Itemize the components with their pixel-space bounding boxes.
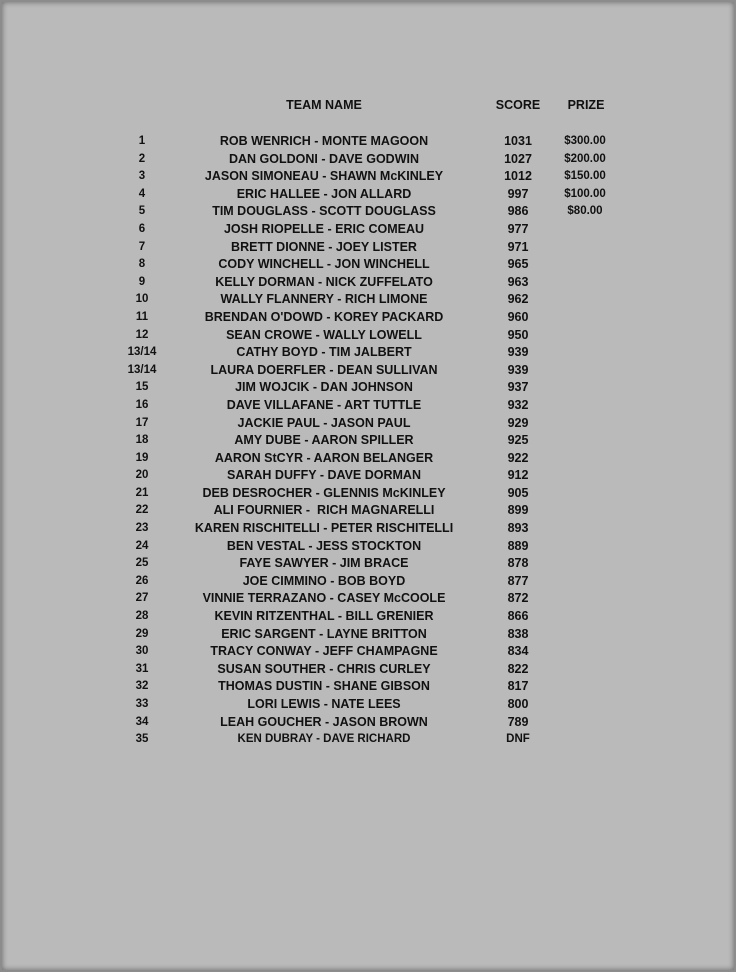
place-cell: 27 <box>135 592 149 605</box>
table-row <box>2 590 734 608</box>
place-cell: 22 <box>135 504 149 517</box>
team-name-cell: KAREN RISCHITELLI - PETER RISCHITELLI <box>194 521 454 536</box>
table-row <box>2 415 734 433</box>
team-name-cell: AMY DUBE - AARON SPILLER <box>234 433 414 448</box>
team-name-cell: SUSAN SOUTHER - CHRIS CURLEY <box>217 661 431 676</box>
place-cell: 29 <box>135 627 149 640</box>
score-cell: 962 <box>507 292 529 307</box>
score-cell: 872 <box>507 591 529 606</box>
table-row <box>2 714 734 732</box>
score-header: SCORE <box>495 98 541 112</box>
table-row <box>2 133 734 151</box>
prize-cell: $200.00 <box>564 152 606 165</box>
score-cell: 905 <box>507 485 529 500</box>
team-name-cell: KEVIN RITZENTHAL - BILL GRENIER <box>214 609 434 624</box>
score-cell: 965 <box>507 257 529 272</box>
table-row <box>2 520 734 538</box>
table-row <box>2 221 734 239</box>
table-header <box>2 98 734 116</box>
team-name-cell: WALLY FLANNERY - RICH LIMONE <box>220 292 428 307</box>
place-cell: 11 <box>135 310 149 323</box>
place-cell: 8 <box>138 258 146 271</box>
place-cell: 19 <box>135 451 149 464</box>
team-name-cell: JOE CIMMINO - BOB BOYD <box>242 573 406 588</box>
table-row <box>2 678 734 696</box>
place-cell: 33 <box>135 698 149 710</box>
place-cell: 35 <box>135 733 149 746</box>
place-cell: 31 <box>135 662 149 675</box>
place-cell: 7 <box>138 240 146 253</box>
place-cell: 18 <box>135 434 149 447</box>
prize-header: PRIZE <box>567 98 605 112</box>
score-cell: DNF <box>506 733 530 746</box>
score-cell: 834 <box>507 644 529 659</box>
score-cell: 912 <box>507 468 529 483</box>
team-name-cell: SEAN CROWE - WALLY LOWELL <box>226 327 422 342</box>
place-cell: 2 <box>138 152 146 165</box>
place-cell: 32 <box>135 680 149 693</box>
results-table <box>2 133 734 749</box>
score-cell: 789 <box>507 714 529 729</box>
table-row <box>2 291 734 309</box>
team-name-cell: DEB DESROCHER - GLENNIS McKINLEY <box>202 485 446 500</box>
prize-cell: $300.00 <box>564 135 606 147</box>
place-cell: 13/14 <box>127 346 157 359</box>
team-name-cell: THOMAS DUSTIN - SHANE GIBSON <box>218 679 430 694</box>
place-cell: 21 <box>135 486 149 499</box>
place-cell: 24 <box>135 539 149 552</box>
score-cell: 971 <box>507 239 529 254</box>
team-name-cell: BRENDAN O'DOWD - KOREY PACKARD <box>204 309 444 324</box>
team-name-cell: VINNIE TERRAZANO - CASEY McCOOLE <box>202 591 446 606</box>
score-cell: 800 <box>507 697 529 711</box>
team-name-cell: ALI FOURNIER - RICH MAGNARELLI <box>213 503 435 518</box>
score-cell: 899 <box>507 503 529 518</box>
table-row <box>2 450 734 468</box>
team-name-cell: KELLY DORMAN - NICK ZUFFELATO <box>215 274 433 289</box>
team-name-cell: LAURA DOERFLER - DEAN SULLIVAN <box>210 362 438 377</box>
score-cell: 838 <box>507 626 529 641</box>
score-cell: 925 <box>507 433 529 448</box>
team-name-cell: CATHY BOYD - TIM JALBERT <box>236 345 412 360</box>
team-name-cell: TIM DOUGLASS - SCOTT DOUGLASS <box>212 204 436 219</box>
place-cell: 17 <box>135 416 149 429</box>
results-page <box>2 2 734 970</box>
place-cell: 6 <box>138 222 146 235</box>
place-cell: 3 <box>138 170 146 183</box>
table-row <box>2 168 734 186</box>
place-cell: 26 <box>135 574 149 587</box>
team-name-cell: CODY WINCHELL - JON WINCHELL <box>218 257 430 272</box>
prize-cell: $100.00 <box>564 187 606 200</box>
table-row <box>2 555 734 573</box>
place-cell: 9 <box>138 275 146 288</box>
score-cell: 877 <box>507 573 529 588</box>
table-row <box>2 626 734 644</box>
place-cell: 20 <box>135 469 149 482</box>
score-cell: 939 <box>507 362 529 377</box>
score-cell: 1027 <box>504 151 532 166</box>
score-cell: 878 <box>507 556 529 571</box>
score-cell: 922 <box>507 450 529 465</box>
score-cell: 977 <box>507 221 529 236</box>
team-name-cell: JIM WOJCIK - DAN JOHNSON <box>235 380 413 395</box>
table-row <box>2 362 734 380</box>
score-cell: 1031 <box>504 134 532 148</box>
team-name-cell: AARON StCYR - AARON BELANGER <box>214 450 434 465</box>
table-row <box>2 186 734 204</box>
table-row <box>2 502 734 520</box>
table-row <box>2 661 734 679</box>
score-cell: 986 <box>507 204 529 219</box>
place-cell: 1 <box>138 135 146 147</box>
place-cell: 30 <box>135 645 149 658</box>
team-name-cell: ERIC HALLEE - JON ALLARD <box>236 186 412 201</box>
team-name-cell: JOSH RIOPELLE - ERIC COMEAU <box>223 221 425 236</box>
table-row <box>2 432 734 450</box>
score-cell: 997 <box>507 186 529 201</box>
place-cell: 28 <box>135 610 149 623</box>
score-cell: 932 <box>507 397 529 412</box>
table-row <box>2 151 734 169</box>
place-cell: 23 <box>135 522 149 535</box>
table-row <box>2 696 734 714</box>
team-name-cell: LORI LEWIS - NATE LEES <box>247 697 401 711</box>
table-row <box>2 344 734 362</box>
place-cell: 16 <box>135 398 149 411</box>
table-row <box>2 467 734 485</box>
place-cell: 5 <box>138 205 146 218</box>
team-name-cell: BRETT DIONNE - JOEY LISTER <box>231 239 417 254</box>
score-cell: 889 <box>507 538 529 553</box>
team-name-cell: SARAH DUFFY - DAVE DORMAN <box>227 468 421 483</box>
team-name-cell: JASON SIMONEAU - SHAWN McKINLEY <box>204 169 444 184</box>
score-cell: 1012 <box>504 169 532 184</box>
table-row <box>2 274 734 292</box>
team-name-cell: LEAH GOUCHER - JASON BROWN <box>220 714 428 729</box>
place-cell: 25 <box>135 557 149 570</box>
place-cell: 13/14 <box>127 363 157 376</box>
score-cell: 963 <box>507 274 529 289</box>
score-cell: 960 <box>507 309 529 324</box>
team-name-cell: KEN DUBRAY - DAVE RICHARD <box>237 733 411 746</box>
table-row <box>2 485 734 503</box>
place-cell: 12 <box>135 328 149 341</box>
team-name-cell: ERIC SARGENT - LAYNE BRITTON <box>221 626 427 641</box>
table-row <box>2 608 734 626</box>
team-name-cell: DAN GOLDONI - DAVE GODWIN <box>228 151 420 166</box>
table-row <box>2 309 734 327</box>
score-cell: 929 <box>507 415 529 430</box>
score-cell: 822 <box>507 661 529 676</box>
table-row <box>2 203 734 221</box>
table-row <box>2 256 734 274</box>
table-row <box>2 731 734 749</box>
table-row <box>2 379 734 397</box>
team-name-cell: FAYE SAWYER - JIM BRACE <box>239 556 409 571</box>
team-name-header: TEAM NAME <box>286 98 362 112</box>
table-row <box>2 643 734 661</box>
team-name-cell: BEN VESTAL - JESS STOCKTON <box>226 538 422 553</box>
team-name-cell: DAVE VILLAFANE - ART TUTTLE <box>226 397 422 412</box>
table-row <box>2 573 734 591</box>
place-cell: 34 <box>135 715 149 728</box>
score-cell: 893 <box>507 521 529 536</box>
table-row <box>2 239 734 257</box>
score-cell: 950 <box>507 327 529 342</box>
score-cell: 937 <box>507 380 529 395</box>
score-cell: 939 <box>507 345 529 360</box>
table-row <box>2 538 734 556</box>
place-cell: 15 <box>135 381 149 394</box>
place-cell: 4 <box>138 187 146 200</box>
table-row <box>2 397 734 415</box>
prize-cell: $150.00 <box>564 170 606 183</box>
team-name-cell: ROB WENRICH - MONTE MAGOON <box>219 134 429 148</box>
score-cell: 817 <box>507 679 529 694</box>
score-cell: 866 <box>507 609 529 624</box>
prize-cell: $80.00 <box>567 205 603 218</box>
team-name-cell: JACKIE PAUL - JASON PAUL <box>237 415 411 430</box>
team-name-cell: TRACY CONWAY - JEFF CHAMPAGNE <box>210 644 438 659</box>
place-cell: 10 <box>135 293 149 306</box>
table-row <box>2 327 734 345</box>
